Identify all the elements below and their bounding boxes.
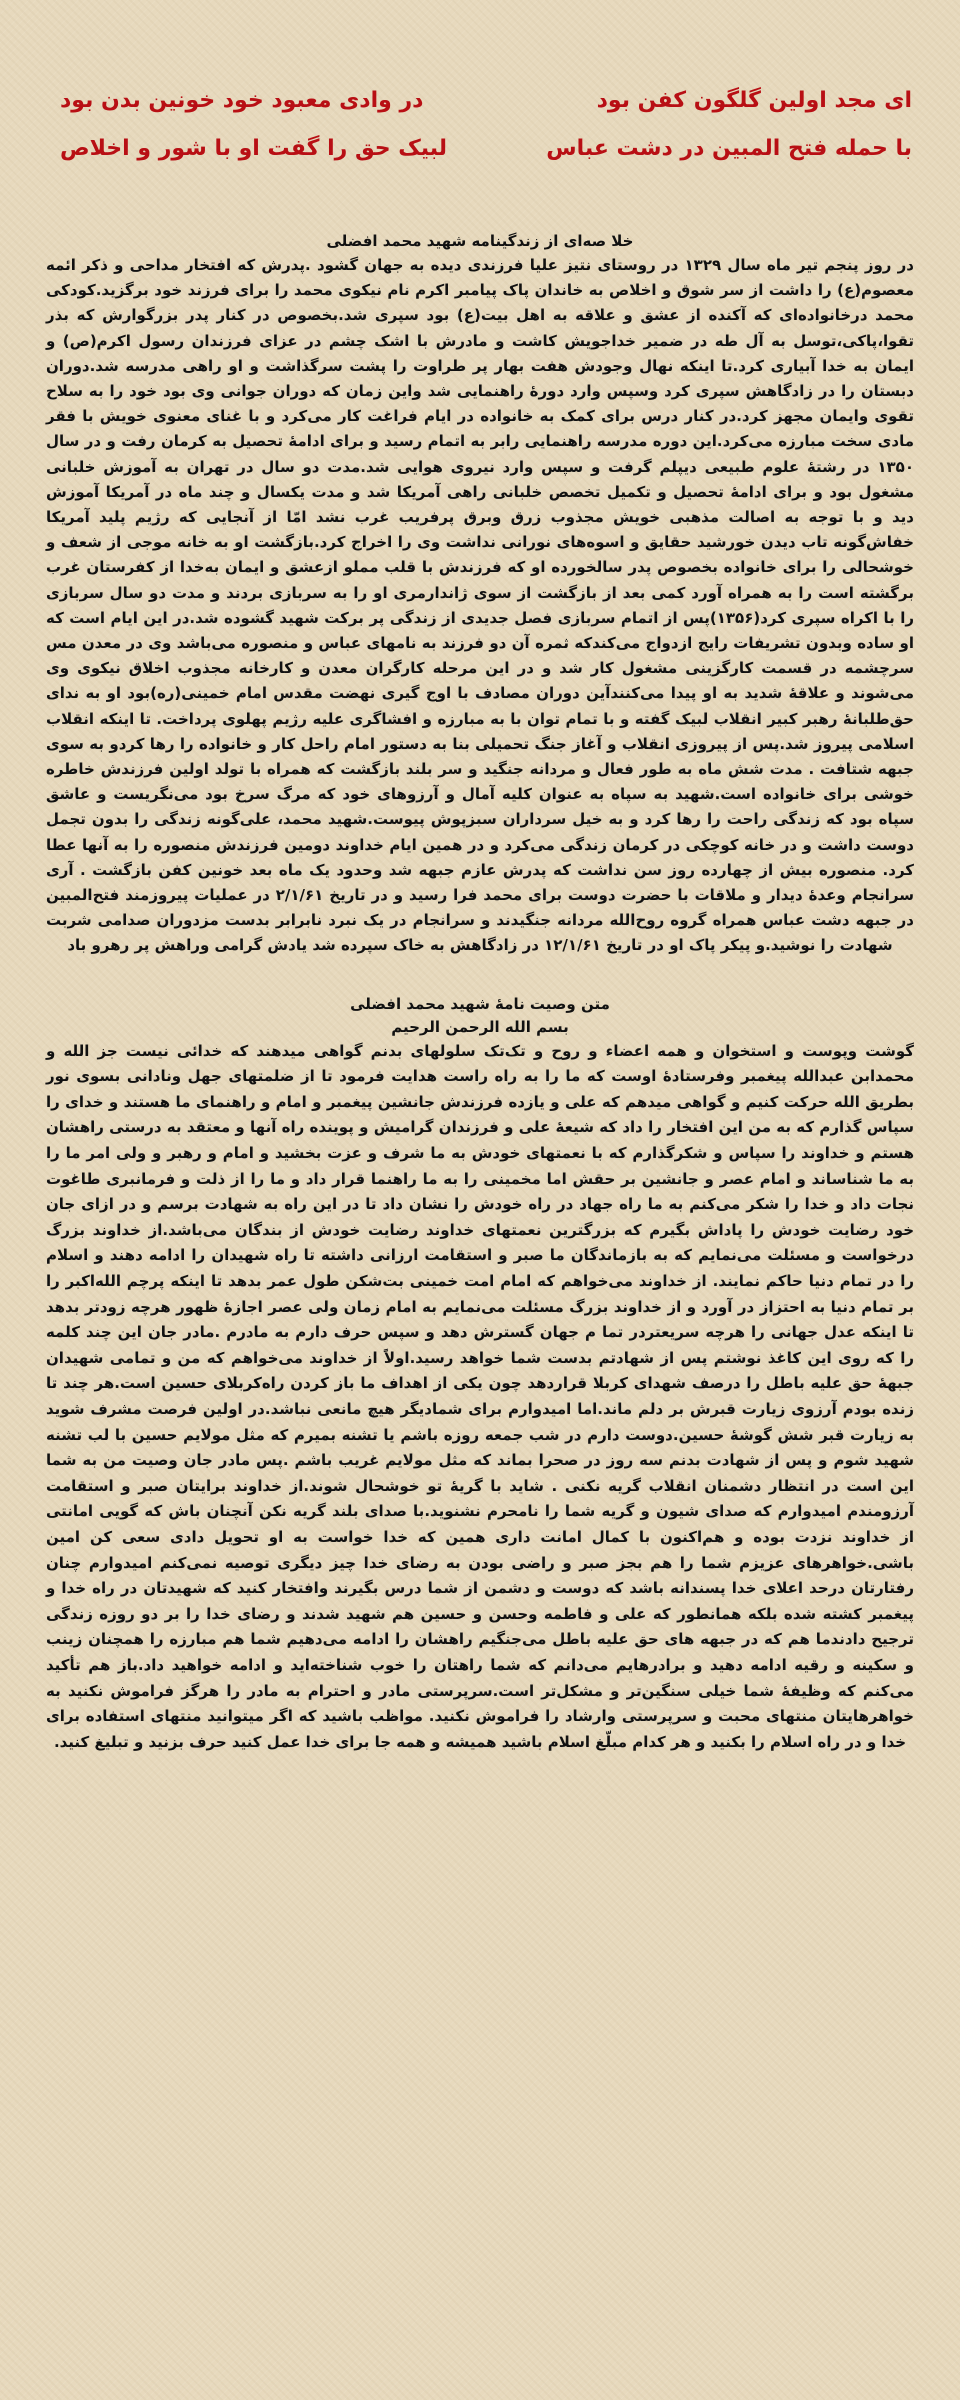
poem-line-1: [34, 84, 926, 118]
biography-title: خلا صه‌ای از زندگینامه شهید محمد افضلی: [326, 232, 634, 250]
poem-line-2: [34, 132, 926, 166]
bismillah-line: بسم الله الرحمن الرحیم: [391, 1017, 569, 1036]
poem-line-2-right: با حمله فتح المبین در دشت عباس: [546, 136, 912, 161]
will-title: متن وصیت نامهٔ شهید محمد افضلی: [350, 994, 610, 1013]
will-text: گوشت وپوست و استخوان و همه اعضاء و روح و تک‌تک سلولهای بدنم گواهی میدهند که خدائی نیست جز الله و محمدابن عبدالله پیغمبر وفرستادهٔ اوست که ما را به راه راست هدایت فرمود تا از ضلمتهای جهل ونادانی بسوی نور بطریق الله حرکت کنیم و گواهی میدهم که علی و یازده فرزندش جانشین پیغمبر و امام و راهنمای ما هستند و خدای را سپاس گذارم که به من این افتخار را داد که شیعهٔ علی و فرزندان گرامیش و پوینده راه آنها و معتقد به درستی راهشان هستم و خداوند را سپاس و شکرگذارم که با نعمتهای خودش به ما شرف و عزت بخشید و امام و رهبر و ولی امر ما را به ما شناساند و امام عصر و جانشین بر حقش اما مخمینی را به ما راهنما قرار داد و ما را از ذلت و فرمانبری طاغوت نجات داد و خدا را شکر می‌کنم به ما راه جهاد در راه خودش را نشان داد تا در این راه به شهادت برسم و در ازای جان خود رضایت خودش را پاداش بگیرم که بزرگترین نعمتهای خداوند رضایت خودش از بندگان می‌باشد.از خداوند بزرگ درخواست و مسئلت می‌نمایم که به بازماندگان ما صبر و استقامت ارزانی داشته تا راه شهیدان را ادامه دهند و اسلام را در تمام دنیا حاکم نمایند. از خداوند می‌خواهم که امام امت خمینی بت‌شکن طول عمر بدهد تا اینکه پرچم الله‌اکبر را بر تمام دنیا به احتزاز در آورد و از خداوند بزرگ مسئلت می‌نمایم به امام زمان ولی عصر اجازهٔ ظهور هرچه زودتر بدهد تا اینکه عدل جهانی را هرچه سریعتردر تما م جهان گسترش دهد و سپس حرف دارم به مادرم .مادر جان این چند کلمه را که روی این کاغذ نوشتم پس از شهادتم بدست شما خواهد رسید.اولاً از خداوند می‌خواهم که من و تمامی شهیدان جبههٔ حق علیه باطل را درصف شهدای کربلا قراردهد چون یکی از اهداف ما باز کردن راه‌کربلای حسین است.هر چند تا زنده بودم آرزوی زیارت قبرش بر دلم ماند.اما امیدوارم برای شمادیگر هیچ مانعی نباشد.در اولین فرصت مشرف شوید به زیارت قبر شش گوشهٔ حسین.دوست دارم در شب جمعه روزه باشم یا تشنه بمیرم که مثل مولایم حسین با لب تشنه شهید شوم و پس از شهادت بدنم سه روز در صحرا بماند که مثل مولایم غریب باشم .پس مادر جان وصیت من به شما این است در انتظار دشمنان انقلاب گریه نکنی . شاید با گریهٔ تو خوشحال شوند.از خداوند برایتان صبر و استقامت آرزومندم امیدوارم که صدای شیون و گریه شما را نامحرم نشنوید.با صدای بلند گریه نکن آنچنان باش که گویی امانتی از خداوند نزدت بوده و هم‌اکنون با کمال امانت داری همین که خدا خواست به او تحویل دادی سعی کن امین باشی.خواهرهای عزیزم شما را هم بجز صبر و راضی بودن به رضای خدا چیز دیگری توصیه نمی‌کنم امیدوارم چنان رفتار‌تان درحد اعلای خدا پسندانه باشد که دوست و دشمن از شما درس بگیرند وافتخار کنید که شهیدتان در راه خدا و پیغمبر کشته شده بلکه همانطور که علی و فاطمه وحسن و حسین هم شهید شدند و رضای خدا را بر دو روزه زندگی ترجیح دادندما هم که در جبهه های حق علیه باطل می‌جنگیم راهشان را ادامه می‌دهیم شما هم مبارزه را همچنان زینب و سکینه و رقیه ادامه دهید و برادرهایم می‌دانم که شما راهتان را خوب شناخته‌اید و ادامه خواهید داد.باز هم تأکید می‌کنم که وظیفهٔ شما خیلی سنگین‌تر و مشکل‌تر است.سرپرستی مادر و احترام به مادر را هرگز فراموش نکنید به خواهرهایتان منتهای محبت و سرپرستی وارشاد را فراموش نکنید. مواظب باشید که اگر میتوانید منتهای استفاده برای خدا و در راه اسلام را بکنید و هر کدام مبلّغ اسلام باشید همیشه و همه جا برای خدا عمل کنید حرف بزنید و تبلیغ کنید.: [46, 1041, 914, 1751]
biography-section: [34, 230, 926, 959]
poem-header: [34, 84, 926, 166]
will-section: [34, 993, 926, 1756]
poem-line-1-left: در وادی معبود خود خونین بدن بود: [60, 88, 424, 113]
poem-line-2-left: لبیک حق را گفت او با شور و اخلاص: [60, 136, 448, 161]
poem-line-1-right: ای مجد اولین گلگون کفن بود: [596, 88, 912, 113]
biography-text: در روز پنجم تیر ماه سال ۱۳۲۹ در روستای نتیز علیا فرزندی دیده به جهان گشود .پدرش که افتخار مداحی و ذکر ائمه معصوم(ع) را داشت از سر شوق و اخلاص به خاندان پاک پیامبر اکرم نام نیکوی محمد را برای فرزند خود برگزید.کودکی محمد درخانواده‌ای که آکنده از عشق و علاقه به اهل بیت(ع) بود سپری شد.بخصوص در کنار پدر بزرگوارش که بذر تقوا،پاکی،توسل به آل طه در ضمیر خداجویش کاشت و مادرش با اشک چشم در عزای فرزندان رسول اکرم(ص) و ایمان به خدا آبیاری کرد.تا اینکه نهال وجودش هفت بهار پر طراوت را پشت سرگذاشت و او راهی مدرسه شد.دوران دبستان را در زادگاهش سپری کرد وسپس وارد دورهٔ راهنمایی شد واین زمان که دوران جوانی وی بود خود را به سلاح تقوی وایمان مجهز کرد.در کنار درس برای کمک به خانواده در ایام فراغت کار می‌کرد و با غنای معنوی خویش با فقر مادی سخت مبارزه می‌کرد.این دوره مدرسه راهنمایی رابر به اتمام رسید و برای ادامهٔ تحصیل به کرمان رفت و در سال ۱۳۵۰ در رشتهٔ علوم طبیعی دیپلم گرفت و سپس وارد نیروی هوایی شد.مدت دو سال در تهران به آموزش خلبانی مشغول بود و برای ادامهٔ تحصیل و تکمیل تخصص خلبانی راهی آمریکا شد و مدت یکسال و چند ماه در آمریکا آموزش دید و با توجه به اصالت مذهبی خویش مجذوب زرق وبرق پرفریب غرب نشد امّا از آنجایی که رژیم پلید آمریکا خفاش‌گونه تاب دیدن خورشید حقایق و اسوه‌های نورانی نداشت وی را اخراج کرد.بازگشت او به خانه موجی از شعف و خوشحالی را برای خانواده بخصوص پدر سالخورده او که فرزندش با قلب مملو ازعشق و ایمان به‌خدا از کفرستان غرب برگشته است را به همراه آورد کمی بعد از بازگشت از سوی ژاندارمری او را به سربازی بردند و مدت دو سال سربازی را با اکراه سپری کرد(۱۳۵۶)پس از اتمام سربازی فصل جدیدی از زندگی پر برکت شهید گشوده شد.در این ایام است که او ساده وبدون تشریفات رایج ازدواج می‌کندکه ثمره آن دو فرزند به نامهای عباس و منصوره می‌باشد وی در معدن مس سرچشمه در قسمت کارگزینی مشغول کار شد و در این مرحله کارگران معدن و کارخانه مجذوب اخلاق نیکوی وی می‌شوند و علاقهٔ شدید به او پیدا می‌کنندآین دوران مصادف با اوج گیری نهضت مقدس امام خمینی(ره)بود او به ندای حق‌طلبانهٔ رهبر کبیر انقلاب لبیک گفته و با تمام توان با به مبارزه و افشاگری علیه رژیم پهلوی پرداخت. تا اینکه انقلاب اسلامی پیروز شد.پس از پیروزی انقلاب و آغاز جنگ تحمیلی بنا به دستور امام راحل کار و خانواده را رها کردو به سوی جبهه شتافت . مدت شش ماه به طور فعال و مردانه جنگید و سر بلند بازگشت که همراه با تولد اولین فرزندش خاطره خوشی برای خانواده است.شهید به سپاه به عنوان کلیه آمال و آرزوهای خود که مرگ سرخ بود می‌نگریست و عاشق سپاه بود که زندگی راحت را رها کرد و به خیل سرداران سبزپوش پیوست.شهید محمد، علی‌گونه زندگی را بدون تجمل دوست داشت و در خانه کوچکی در کرمان زندگی می‌کرد و در همین ایام خداوند دومین فرزندش منصوره را به آنها عطا کرد. منصوره بیش از چهارده روز سن نداشت که پدرش عازم جبهه شد وحدود یک ماه بعد خونین کفن بازگشت . آری سرانجام وعدهٔ دیدار و ملاقات با حضرت دوست برای محمد فرا رسید و در تاریخ ۲/۱/۶۱ در عملیات پیروزمند فتح‌المبین در جبهه دشت عباس همراه گروه روح‌الله مردانه جنگیدند و سرانجام در یک نبرد نابرابر بدست مزدوران صدامی شربت شهادت را نوشید.و پیکر پاک او در تاریخ ۱۲/۱/۶۱ در زادگاهش به خاک سپرده شد یادش گرامی وراهش پر رهرو باد: [46, 256, 915, 955]
